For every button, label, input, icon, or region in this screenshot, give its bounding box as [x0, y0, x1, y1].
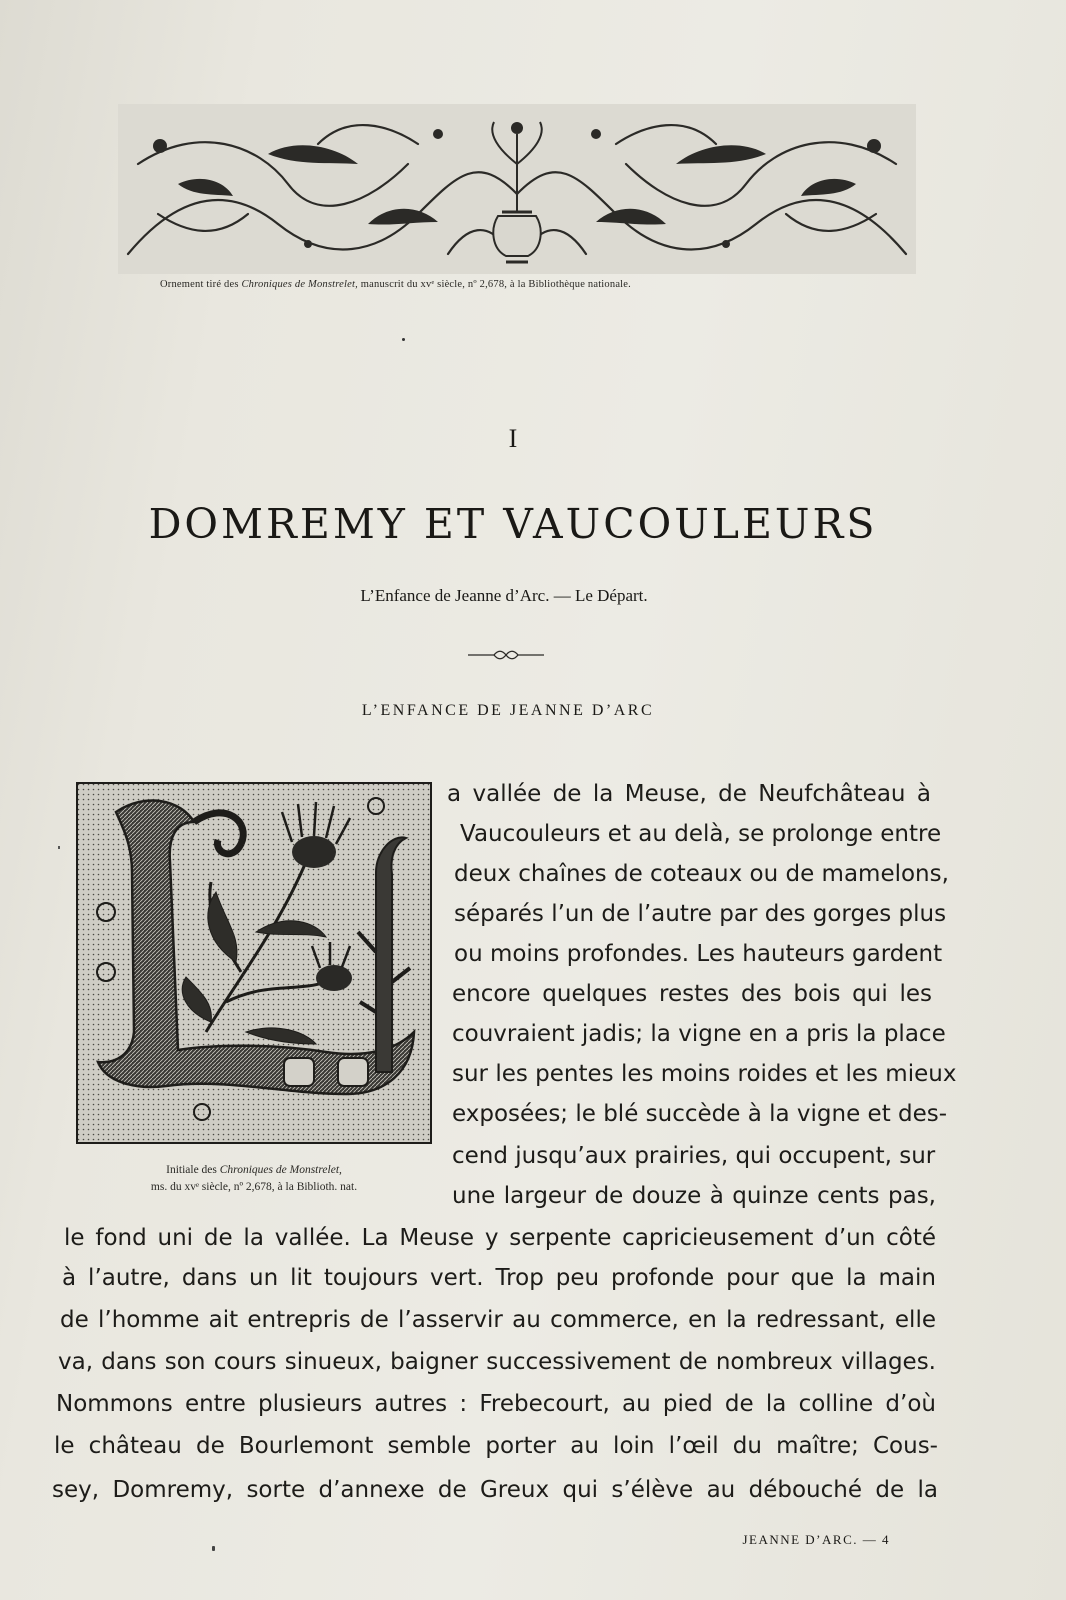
body-line: le fond uni de la vallée. La Meuse y serpente capricieusement d’un côté: [64, 1225, 936, 1251]
chapter-title: DOMREMY ET VAUCOULEURS: [148, 500, 878, 548]
initial-caption: [76, 1162, 432, 1196]
body-line: sur les pentes les moins roides et les mieux: [452, 1061, 957, 1087]
initial-caption-line-1: [76, 1162, 432, 1179]
body-line: le château de Bourlemont semble porter au loin l’œil du maître; Cous-: [54, 1433, 938, 1459]
body-line: a vallée de la Meuse, de Neufchâteau à: [447, 781, 931, 807]
ink-dot: [212, 1546, 215, 1551]
body-line: cend jusqu’aux prairies, qui occupent, sur: [452, 1143, 936, 1169]
chapter-subtitle: L’Enfance de Jeanne d’Arc. — Le Départ.: [360, 586, 648, 605]
initial-caption-source: Chroniques de Monstrelet,: [219, 1164, 342, 1176]
body-line: Vaucouleurs et au delà, se prolonge entre: [460, 821, 942, 847]
initial-caption-line-2: ms. du xvᵉ siècle, nº 2,678, à la Biblioth. nat.: [150, 1181, 358, 1193]
body-line: une largeur de douze à quinze cents pas,: [452, 1183, 936, 1209]
floral-vase-ornament-icon: [118, 104, 916, 274]
chapter-number: I: [508, 424, 518, 453]
initial-caption-prefix: Initiale des: [166, 1164, 220, 1176]
running-footer: JEANNE D’ARC. — 4: [742, 1532, 890, 1547]
ornament-caption-source: Chroniques de Monstrelet,: [241, 279, 358, 290]
body-line: séparés l’un de l’autre par des gorges plus: [454, 901, 947, 927]
body-line: Nommons entre plusieurs autres : Frebecourt, au pied de la colline d’où: [56, 1391, 936, 1417]
body-line: va, dans son cours sinueux, baigner successivement de nombreux villages.: [58, 1349, 936, 1375]
section-title: L’ENFANCE DE JEANNE D’ARC: [361, 702, 655, 719]
ornament-caption: [160, 279, 880, 290]
ink-dot: [58, 846, 60, 849]
decorated-initial-l-thistle-icon: [76, 782, 432, 1144]
ink-dot: [402, 338, 405, 341]
body-line: sey, Domremy, sorte d’annexe de Greux qui s’élève au débouché de la: [52, 1477, 938, 1503]
ornament-caption-prefix: Ornement tiré des: [160, 279, 242, 290]
body-line: deux chaînes de coteaux ou de mamelons,: [454, 861, 949, 887]
ornament-caption-suffix: manuscrit du xvᵉ siècle, nº 2,678, à la Bibliothèque nationale.: [357, 279, 631, 290]
body-line: couvraient jadis; la vigne en a pris la place: [452, 1021, 946, 1047]
body-line: à l’autre, dans un lit toujours vert. Trop peu profonde pour que la main: [62, 1265, 936, 1291]
fleuron-divider-icon: [466, 648, 546, 662]
body-line: ou moins profondes. Les hauteurs gardent: [454, 941, 943, 967]
body-line: encore quelques restes des bois qui les: [452, 981, 932, 1007]
body-line: exposées; le blé succède à la vigne et des-: [452, 1101, 948, 1127]
body-line: de l’homme ait entrepris de l’asservir au commerce, en la redressant, elle: [60, 1307, 936, 1333]
